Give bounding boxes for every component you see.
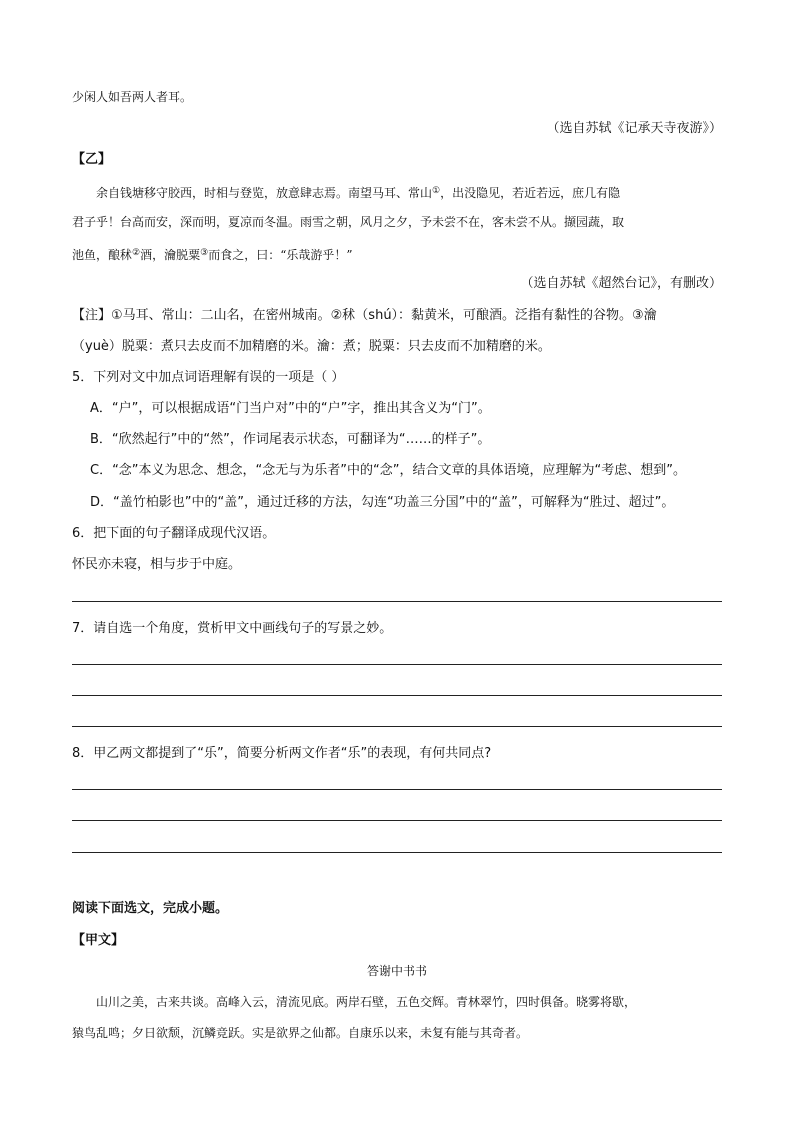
- passage-line-2: 猿鸟乱鸣；夕日欲颓，沉鳞竞跃。实是欲界之仙都。自康乐以来，未复有能与其奇者。: [72, 1026, 529, 1040]
- note-line-2: （yuè）脱粟：煮只去皮而不加精磨的米。瀹：煮；脱粟：只去皮而不加精磨的米。: [72, 339, 551, 354]
- yi-header: 【乙】: [72, 152, 112, 167]
- answer-line-q8-3: [72, 852, 722, 853]
- yi-text-3c: 而食之，曰：“乐哉游乎！”: [208, 248, 353, 262]
- q5-option-b: B．“欣然起行”中的“然”，作词尾表示状态，可翻译为“……的样子”。: [90, 432, 491, 447]
- footnote-marker-1: ①: [432, 186, 441, 196]
- section-intro: 阅读下面选文，完成小题。: [72, 901, 229, 916]
- jia-source: （选自苏轼《记承天寺夜游》）: [546, 121, 722, 136]
- passage-title: 答谢中书书: [366, 964, 427, 978]
- q6-sentence: 怀民亦未寝，相与步于中庭。: [72, 557, 242, 572]
- yi-text-3a: 池鱼，酿秫: [72, 248, 133, 262]
- answer-line-q7-2: [72, 695, 722, 696]
- footnote-marker-3: ③: [200, 248, 209, 258]
- jiawen-header: 【甲文】: [72, 933, 125, 948]
- yi-text-3b: 酒，瀹脱粟: [140, 248, 201, 262]
- answer-line-q8-2: [72, 820, 722, 821]
- jia-passage-tail: 少闲人如吾两人者耳。: [72, 90, 193, 104]
- yi-text-1b: ，出没隐见，若近若远，庶几有隐: [440, 186, 621, 200]
- passage-line-1: 山川之美，古来共谈。高峰入云，清流见底。两岸石壁，五色交辉。青林翠竹，四时俱备。晓雾将歇，: [96, 995, 637, 1009]
- answer-line-q6: [72, 601, 722, 602]
- yi-paragraph-line-2: 君子乎！台高而安，深而明，夏凉而冬温。雨雪之朝，风月之夕，予未尝不在，客未尝不从。撷园蔬，取: [72, 215, 625, 229]
- question-8: 8．甲乙两文都提到了“乐”，简要分析两文作者“乐”的表现，有何共同点?: [72, 746, 492, 761]
- q5-option-c: C．“念”本义为思念、想念，“念无与为乐者”中的“念”，结合文章的具体语境，应理解为“考虑、想到”。: [90, 463, 686, 478]
- answer-line-q8-1: [72, 789, 722, 790]
- footnote-marker-2: ②: [132, 248, 141, 258]
- yi-source: （选自苏轼《超然台记》，有删改）: [520, 276, 722, 291]
- yi-paragraph-line-1: [96, 182, 620, 202]
- question-6: 6．把下面的句子翻译成现代汉语。: [72, 526, 276, 541]
- answer-line-q7-3: [72, 726, 722, 727]
- question-5: 5．下列对文中加点词语理解有误的一项是（ ）: [72, 370, 345, 385]
- q5-option-d: D．“盖竹柏影也”中的“盖”，通过迁移的方法，勾连“功盖三分国”中的“盖”，可解释为“胜过、超过”。: [90, 495, 675, 510]
- question-7: 7．请自选一个角度，赏析甲文中画线句子的写景之妙。: [72, 621, 393, 636]
- yi-text-1a: 余自钱塘移守胶西，时相与登览，放意肆志焉。南望马耳、常山: [96, 186, 433, 200]
- yi-paragraph-line-3: [72, 244, 352, 264]
- note-line-1: 【注】①马耳、常山：二山名，在密州城南。②秫（shú）：黏黄米，可酿酒。泛指有黏性的谷物。③瀹: [72, 308, 657, 323]
- q5-option-a: A．“户”，可以根据成语“门当户对”中的“户”字，推出其含义为“门”。: [90, 401, 491, 416]
- answer-line-q7-1: [72, 664, 722, 665]
